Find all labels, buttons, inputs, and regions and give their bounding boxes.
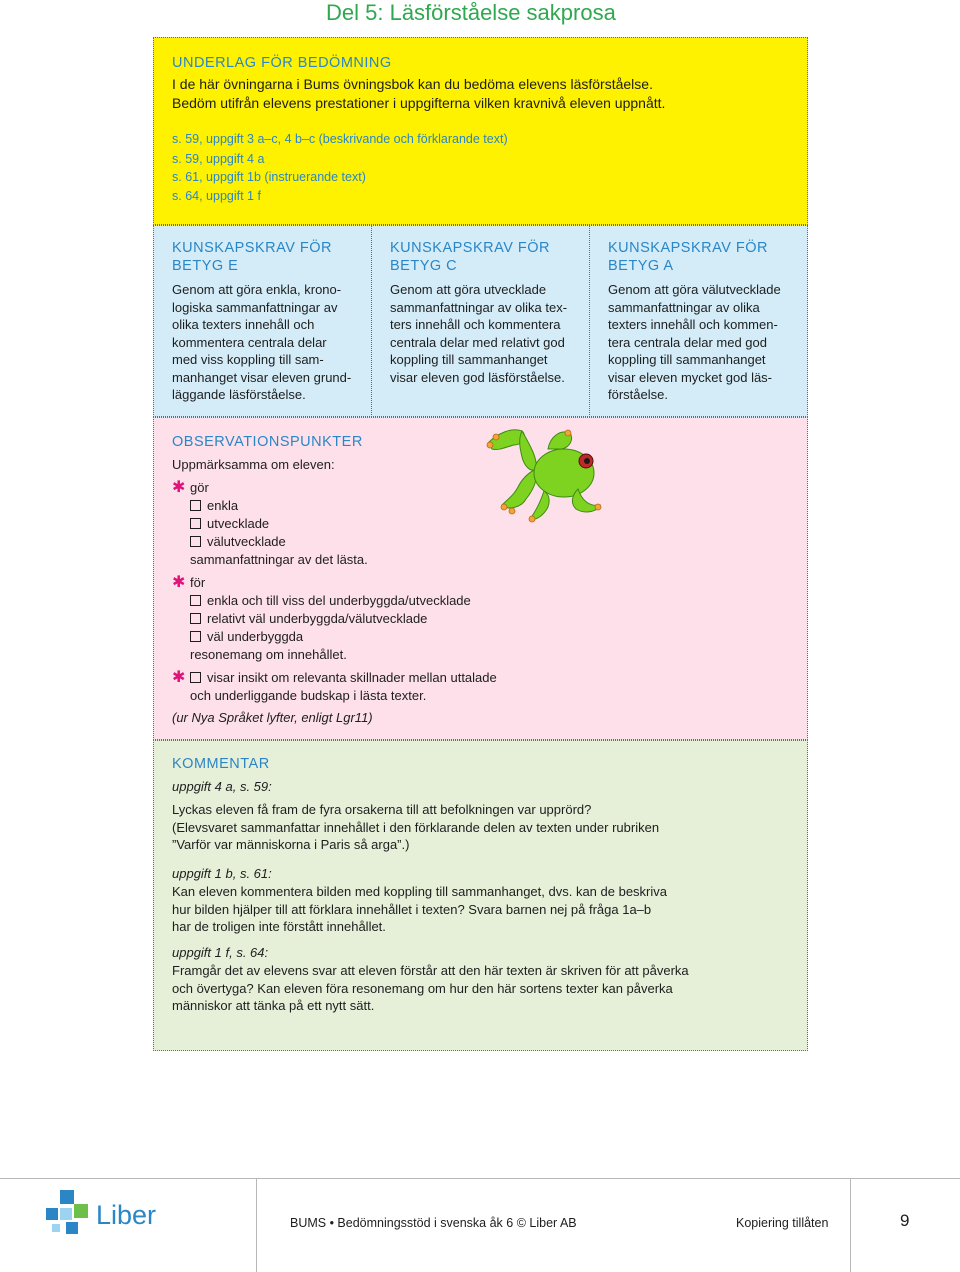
checkbox-icon[interactable] bbox=[190, 536, 201, 547]
observation-intro: Uppmärksamma om eleven: bbox=[172, 457, 335, 472]
checkbox-option[interactable]: relativt väl underbyggda/välutvecklade bbox=[190, 610, 427, 628]
observation-item-cont: och underliggande budskap i lästa texter. bbox=[190, 688, 427, 703]
checkbox-option[interactable]: utvecklade bbox=[190, 515, 269, 533]
observation-item: ✱ för bbox=[172, 574, 206, 591]
footer-separator bbox=[850, 1178, 851, 1272]
asterisk-icon: ✱ bbox=[172, 574, 186, 591]
footer-copy-note: Kopiering tillåten bbox=[736, 1216, 829, 1230]
footer-publication: BUMS • Bedömningsstöd i svenska åk 6 © Liber AB bbox=[290, 1216, 577, 1230]
underlag-heading: UNDERLAG FÖR BEDÖMNING bbox=[172, 55, 392, 71]
footer-separator bbox=[256, 1178, 257, 1272]
kommentar-label: uppgift 1 f, s. 64: bbox=[172, 945, 269, 960]
page-number: 9 bbox=[900, 1211, 910, 1230]
asterisk-icon: ✱ bbox=[172, 669, 186, 686]
task-reference: s. 59, uppgift 3 a–c, 4 b–c (beskrivande och förklarande text) bbox=[172, 132, 508, 146]
checkbox-option[interactable]: väl underbyggda bbox=[190, 628, 303, 646]
observation-item[interactable]: ✱ visar insikt om relevanta skillnader mellan uttalade bbox=[172, 669, 497, 686]
task-reference: s. 61, uppgift 1b (instruerande text) bbox=[172, 170, 366, 184]
checkbox-icon[interactable] bbox=[190, 500, 201, 511]
kommentar-text: Framgår det av elevens svar att eleven förstår att den här texten är skriven för att påverka och övertyga? Kan eleven föra resonemang om hur den här sortens texter kan påverka människor att tänka på ett nytt sätt. bbox=[172, 963, 689, 1013]
observation-item: ✱ gör bbox=[172, 479, 209, 496]
task-reference: s. 59, uppgift 4 a bbox=[172, 152, 265, 166]
liber-logo-icon bbox=[46, 1186, 96, 1240]
observation-tail: resonemang om innehållet. bbox=[190, 647, 347, 662]
checkbox-icon[interactable] bbox=[190, 518, 201, 529]
kunskapskrav-c-text: Genom att göra utvecklade sammanfattningar av olika tex- ters innehåll och kommentera centrala delar med relativt god koppling till sammanhanget visar eleven god läsförståelse. bbox=[390, 282, 568, 385]
checkbox-option[interactable]: enkla och till viss del underbyggda/utvecklade bbox=[190, 592, 471, 610]
kommentar-heading: KOMMENTAR bbox=[172, 756, 270, 772]
observation-tail: sammanfattningar av det lästa. bbox=[190, 552, 368, 567]
liber-logo-text: Liber bbox=[96, 1200, 157, 1230]
kommentar-text: Lyckas eleven få fram de fyra orsakerna till att befolkningen var upprörd? (Elevsvaret sammanfattar innehållet i den förklarande delen av texten under rubriken ”Varför var människorna i Paris så arga”.) bbox=[172, 802, 660, 852]
kommentar-text: Kan eleven kommentera bilden med koppling till sammanhanget, dvs. kan de beskriva hur bilden hjälper till att förklara innehållet i texten? Svara barnen nej på fråga 1a–b har de troligen inte förstått innehållet. bbox=[172, 884, 667, 934]
underlag-intro-line: Bedöm utifrån elevens prestationer i uppgifterna vilken kravnivå eleven uppnått. bbox=[172, 95, 666, 111]
frog-illustration bbox=[478, 415, 608, 525]
observation-source: (ur Nya Språket lyfter, enligt Lgr11) bbox=[172, 710, 373, 725]
observation-heading: OBSERVATIONSPUNKTER bbox=[172, 434, 363, 450]
kunskapskrav-c-heading: KUNSKAPSKRAV FÖR BETYG C bbox=[390, 240, 551, 274]
kunskapskrav-e-text: Genom att göra enkla, krono- logiska sammanfattningar av olika texters innehåll och kommentera centrala delar med viss koppling till sam- manhanget visar eleven grund- läggande läsförståelse. bbox=[172, 282, 352, 402]
underlag-intro-line: I de här övningarna i Bums övningsbok kan du bedöma elevens läsförståelse. bbox=[172, 76, 653, 92]
asterisk-icon: ✱ bbox=[172, 479, 186, 496]
checkbox-option[interactable]: enkla bbox=[190, 497, 238, 515]
kunskapskrav-a-text: Genom att göra välutvecklade sammanfattningar av olika texters innehåll och kommen- tera centrala delar med god koppling till sammanhanget visar eleven mycket god läs- förståelse. bbox=[608, 282, 781, 402]
checkbox-icon[interactable] bbox=[190, 672, 201, 683]
kunskapskrav-a-heading: KUNSKAPSKRAV FÖR BETYG A bbox=[608, 240, 769, 274]
page-title: Del 5: Läsförståelse sakprosa bbox=[326, 0, 616, 25]
checkbox-icon[interactable] bbox=[190, 613, 201, 624]
footer-divider bbox=[0, 1178, 960, 1179]
task-reference: s. 64, uppgift 1 f bbox=[172, 189, 261, 203]
kommentar-label: uppgift 4 a, s. 59: bbox=[172, 779, 272, 794]
checkbox-icon[interactable] bbox=[190, 595, 201, 606]
checkbox-option[interactable]: välutvecklade bbox=[190, 533, 286, 551]
kommentar-label: uppgift 1 b, s. 61: bbox=[172, 866, 272, 881]
checkbox-icon[interactable] bbox=[190, 631, 201, 642]
kunskapskrav-e-heading: KUNSKAPSKRAV FÖR BETYG E bbox=[172, 240, 333, 274]
